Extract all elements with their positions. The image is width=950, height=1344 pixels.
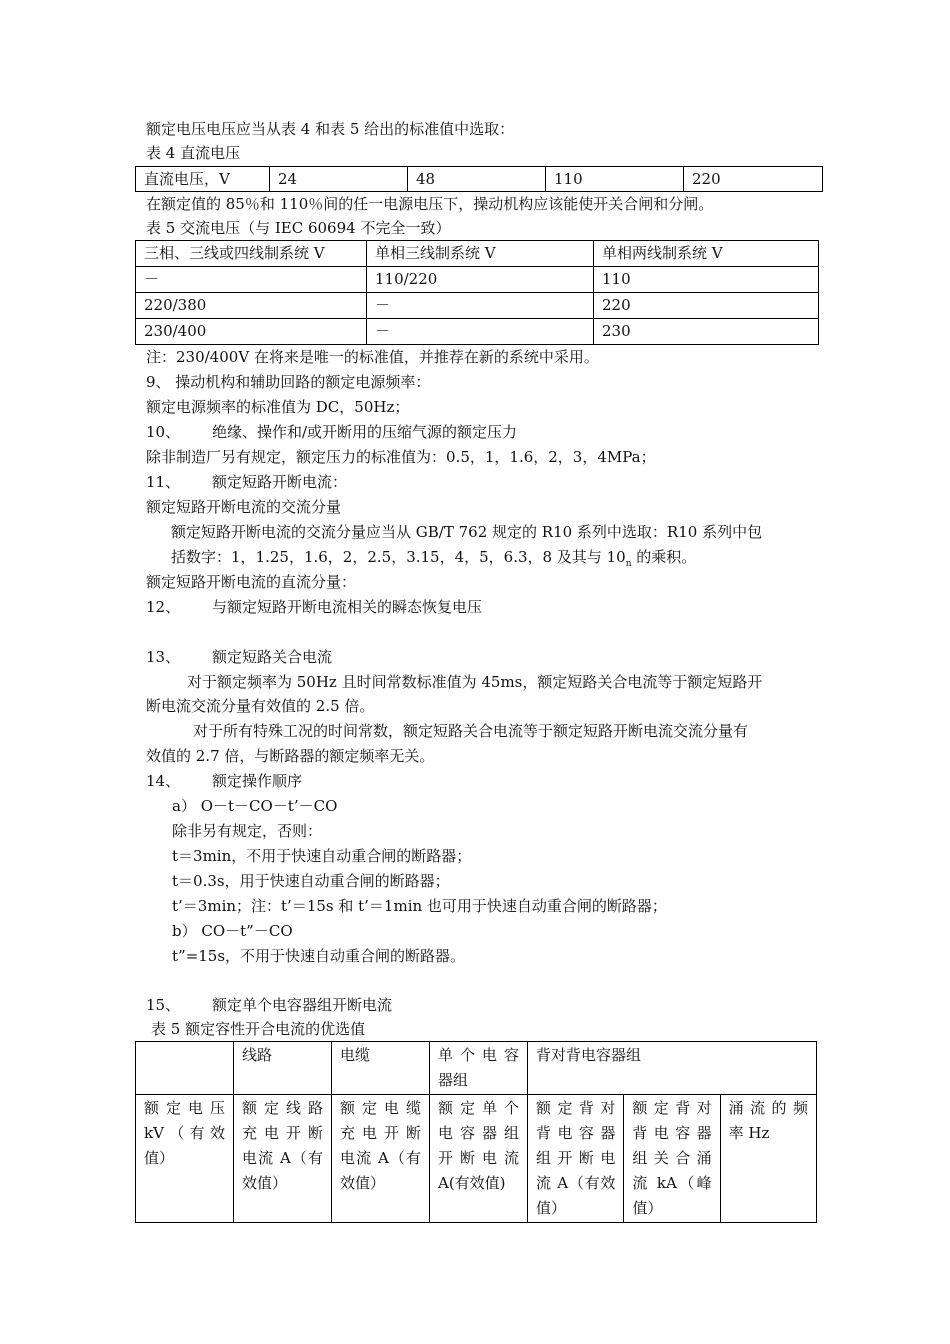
section-number: 13、 [146,648,181,666]
table-cell: 直流电压，V [136,167,270,192]
para-text: 括数字：1，1.25，1.6，2，2.5，3.15，4，5，6.3，8 及其与 10 [171,548,626,566]
section-11-para-line2 [171,547,696,574]
capacitive-current-table [135,1041,817,1223]
para-text: 的乘积。 [631,548,697,566]
table-cell: 230 [594,319,819,345]
after-table4-text: 在额定值的 85％和 110％间的任一电源电压下，操动机构应该能使开关合闸和分闸。 [146,195,714,213]
table-cell: － [367,319,594,345]
section-13-p2-line1: 对于所有特殊工况的时间常数，额定短路关合电流等于额定短路开断电流交流分量有 [193,722,749,740]
section-title: 绝缘、操作和/或开断用的压缩气源的额定压力 [212,423,518,441]
sequence-line: t”=15s，不用于快速自动重合闸的断路器。 [172,947,466,965]
section-10-heading [146,422,517,442]
note-text: 注：230/400V 在将来是唯一的标准值，并推荐在新的系统中采用。 [146,348,599,366]
superscript-n: n [625,559,632,569]
section-9-text: 额定电源频率的标准值为 DC，50Hz； [146,398,410,416]
table-header-row [136,241,819,267]
section-number: 10、 [146,423,181,441]
table-header-cell: 单 个 电 容 器组 [430,1042,528,1095]
section-title: 额定短路关合电流 [212,648,333,666]
section-title: 与额定短路开断电流相关的瞬态恢复电压 [212,598,483,616]
section-number: 14、 [146,772,181,790]
table-cell: 额 定 电 压 kV（有效值） [136,1095,234,1223]
table4-caption: 表 4 直流电压 [146,144,241,162]
table-cell: － [367,293,594,319]
sequence-line: a） O－t－CO－t’－CO [172,797,338,815]
section-title: 额定短路开断电流： [212,473,348,491]
table-header-row [136,1042,817,1095]
table-cell: 110 [594,267,819,293]
table6-caption: 表 5 额定容性开合电流的优选值 [151,1020,366,1038]
table-cell: 220 [684,167,823,192]
table-header-cell [136,1042,234,1095]
section-15-heading [146,995,392,1015]
table-header-cell: 单相三线制系统 V [367,241,594,267]
table5-caption: 表 5 交流电压（与 IEC 60694 不完全一致） [146,219,451,237]
section-13-p1-line1: 对于额定频率为 50Hz 且时间常数标准值为 45ms，额定短路关合电流等于额定短路开 [187,673,763,691]
section-title: 额定操作顺序 [212,772,303,790]
section-number: 12、 [146,598,181,616]
table-cell: 220/380 [136,293,367,319]
section-number: 11、 [146,473,181,491]
sequence-line: t＝3min，不用于快速自动重合闸的断路器； [172,847,472,865]
table-cell: 220 [594,293,819,319]
table-row [136,1095,817,1223]
section-10-text: 除非制造厂另有规定，额定压力的标准值为：0.5，1，1.6，2，3，4MPa； [146,448,656,466]
table-header-cell: 三相、三线或四线制系统 V [136,241,367,267]
table-cell: 额 定 单 个 电 容 器 组 开 断 电 流 A(有效值) [430,1095,528,1223]
intro-text: 额定电压电压应当从表 4 和表 5 给出的标准值中选取： [146,120,515,138]
table-row [136,167,823,192]
sequence-line: b） CO－t”－CO [172,922,293,940]
section-11-para-line1: 额定短路开断电流的交流分量应当从 GB/T 762 规定的 R10 系列中选取：R10 系列中包 [171,523,763,541]
section-13-heading [146,647,332,667]
table-header-cell: 背对背电容器组 [528,1042,817,1095]
sequence-line: t＝0.3s，用于快速自动重合闸的断路器； [172,872,450,890]
sequence-line: t’＝3min；注：t’＝15s 和 t’＝1min 也可用于快速自动重合闸的断路器； [172,897,667,915]
table-cell: 额 定 线 路 充 电 开 断 电流 A（有效值） [234,1095,332,1223]
table-cell: 涌 流 的 频 率 Hz [720,1095,816,1223]
section-12-heading [146,597,482,617]
table-row [136,293,819,319]
section-13-p1-line2: 断电流交流分量有效值的 2.5 倍。 [146,697,375,715]
table-cell: 24 [270,167,408,192]
section-13-p2-line2: 效值的 2.7 倍，与断路器的额定频率无关。 [146,747,435,765]
section-number: 15、 [146,996,181,1014]
sequence-line: 除非另有规定，否则： [172,822,323,840]
table-cell: 110/220 [367,267,594,293]
table-cell: 额 定 背 对 背 电 容 器 组 开 断 电 流 A（有效值） [528,1095,624,1223]
section-11-sub2: 额定短路开断电流的直流分量： [146,573,357,591]
section-14-heading [146,771,302,791]
section-9-title: 9、 操动机构和辅助回路的额定电源频率： [146,373,431,391]
table-header-cell: 电缆 [332,1042,430,1095]
table-cell: 48 [408,167,546,192]
ac-voltage-table [135,240,819,345]
table-row [136,267,819,293]
table-header-cell: 线路 [234,1042,332,1095]
table-cell: 230/400 [136,319,367,345]
table-cell: － [136,267,367,293]
table-header-cell: 单相两线制系统 V [594,241,819,267]
section-title: 额定单个电容器组开断电流 [212,996,393,1014]
table-row [136,319,819,345]
table-cell: 额 定 背 对 背 电 容 器 组 关 合 涌 流 kA（峰值） [624,1095,720,1223]
table-cell: 110 [546,167,684,192]
table-cell: 额 定 电 缆 充 电 开 断 电流 A（有效值） [332,1095,430,1223]
section-11-heading [146,472,347,492]
dc-voltage-table [135,166,823,192]
section-11-sub1: 额定短路开断电流的交流分量 [146,498,342,516]
